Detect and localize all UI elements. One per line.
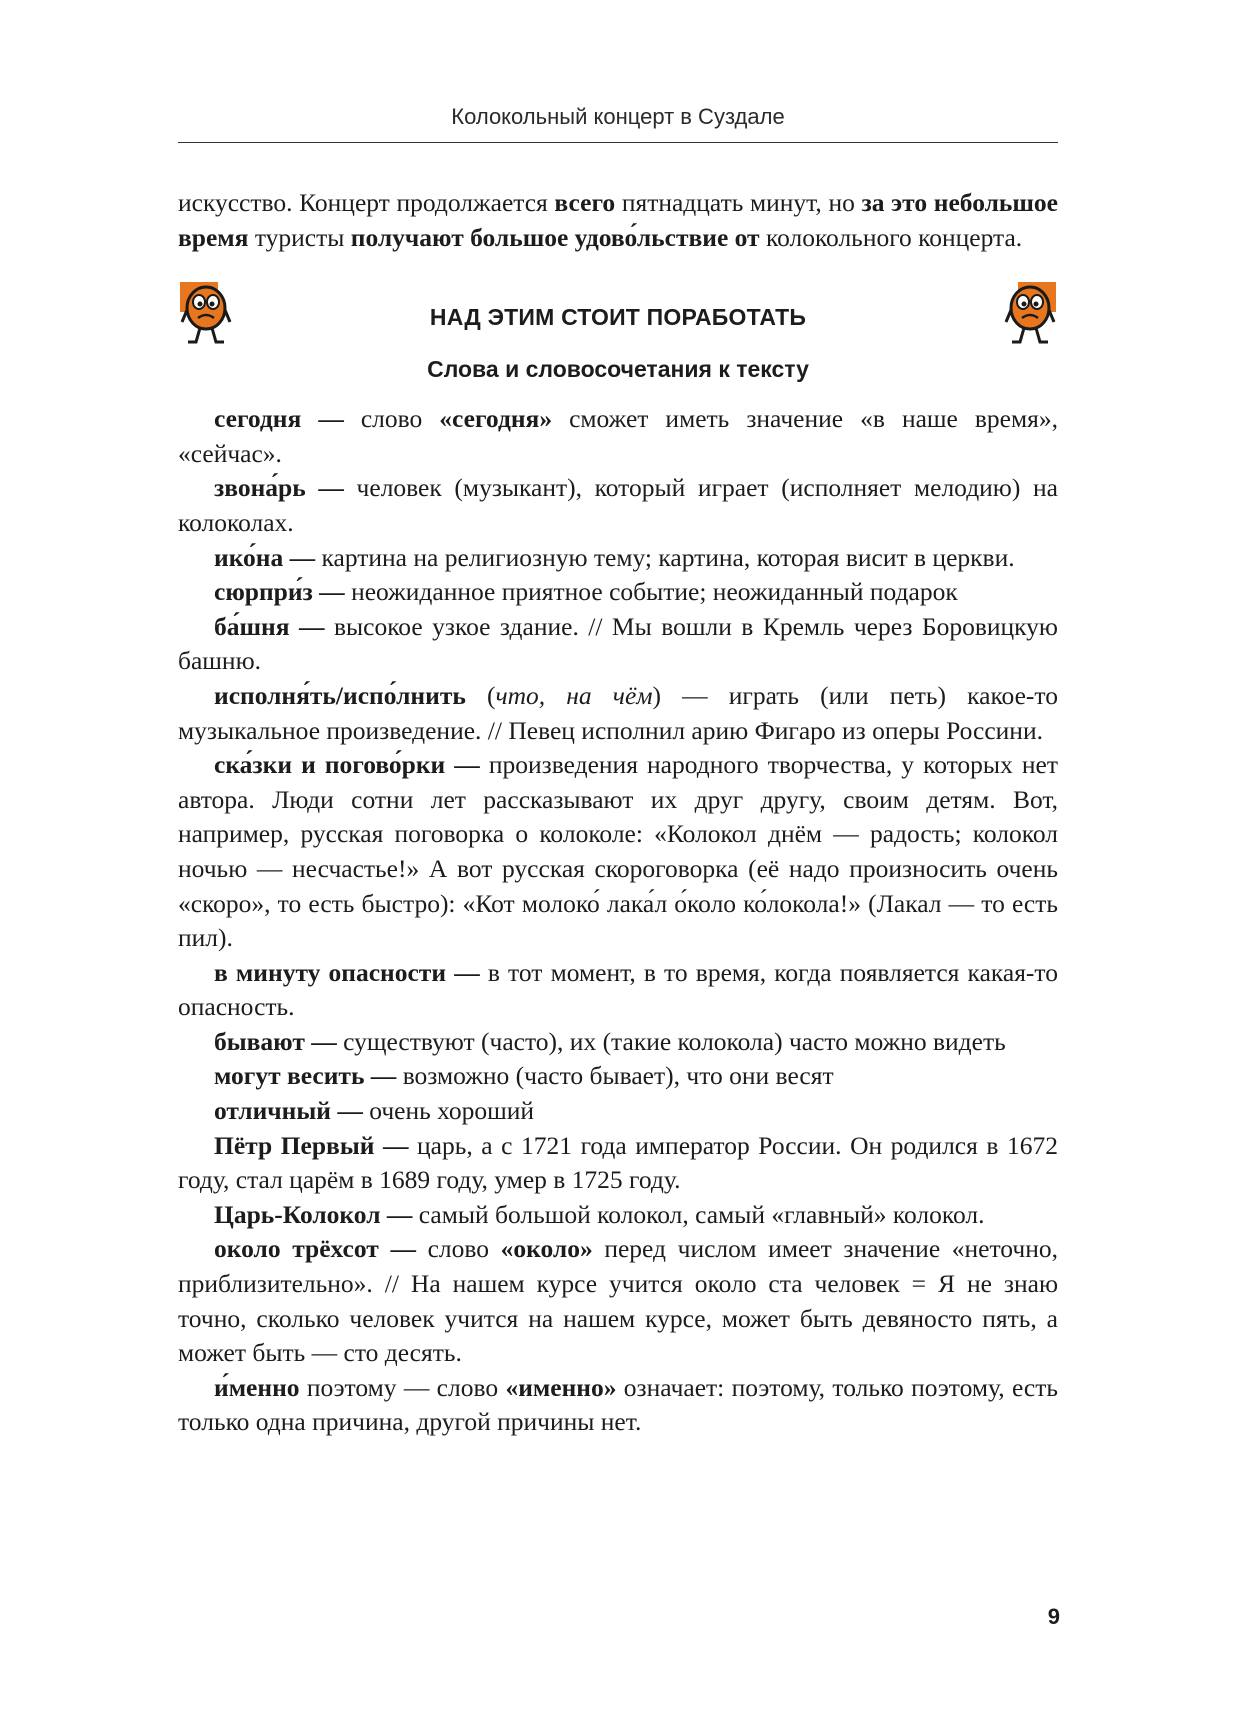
section-header xyxy=(178,298,1058,402)
glossary-entry xyxy=(178,1059,1058,1094)
text-run: туристы xyxy=(248,222,351,252)
text-run: царь, а с 1721 года император России. Он родился в 1672 году, стал царём в 1689 году, умер в 1725 году. xyxy=(178,1130,1058,1195)
page-body xyxy=(178,186,1058,1440)
text-run: слово xyxy=(427,1234,501,1264)
text-run: картина на религиозную тему; картина, которая висит в церкви. xyxy=(321,542,1015,572)
bold-term: отличный — xyxy=(214,1096,370,1126)
glossary-entry xyxy=(178,1198,1058,1233)
bold-term: Царь-Колокол — xyxy=(214,1199,419,1229)
text-run: сможет иметь значение «в наше время», «сейчас». xyxy=(178,404,1058,468)
page-number: 9 xyxy=(1047,1604,1060,1629)
bold-term: ба́шня — xyxy=(214,611,334,641)
bold-term: бывают — xyxy=(214,1026,344,1056)
text-run: означает: поэтому, только поэтому, есть только одна причина, другой причины нет. xyxy=(178,1372,1058,1437)
bold-term: Пётр Первый — xyxy=(214,1130,418,1160)
glossary-entry xyxy=(178,1129,1058,1198)
header-rule xyxy=(178,142,1058,143)
glossary-entry xyxy=(178,1232,1058,1370)
text-run: в тот момент, в то время, когда появляется какая-то опасность. xyxy=(178,957,1058,1022)
glossary-entry xyxy=(178,1025,1058,1060)
italic-note: что, на чём xyxy=(495,680,653,710)
bold-term: около трёхсот — xyxy=(214,1234,428,1264)
bold-term: сегодня — xyxy=(214,404,361,434)
glossary-entry xyxy=(178,575,1058,610)
text-run: перед числом имеет значение «неточно, приблизительно». // На нашем курсе учится около ста человек = Я не знаю точно, сколько человек учится на нашем курсе, может быть девяносто пять, а может быть — сто десять. xyxy=(178,1234,1058,1368)
text-run: слово xyxy=(360,404,440,434)
text-run: искусство. Концерт продолжается xyxy=(178,188,555,217)
text-run: неожиданное приятное событие; неожиданный подарок xyxy=(351,577,958,607)
bold-term: сюрпри́з — xyxy=(214,577,352,607)
text-run: самый большой колокол, самый «главный» колокол. xyxy=(418,1199,985,1229)
text-run: очень хороший xyxy=(369,1096,535,1126)
glossary-entry xyxy=(178,1371,1058,1440)
text-run: возможно (часто бывает), что они весят xyxy=(402,1061,834,1091)
bold-term: «около» xyxy=(500,1234,593,1264)
glossary-entry xyxy=(178,679,1058,748)
section-subtitle: Слова и словосочетания к тексту xyxy=(427,356,809,383)
text-run: существуют (часто), их (такие колокола) часто можно видеть xyxy=(343,1026,1006,1056)
glossary-entry xyxy=(178,402,1058,471)
bold-term: за это небольшое время xyxy=(178,188,1058,252)
bold-term: ска́зки и погово́рки — xyxy=(214,750,489,780)
glossary-entry xyxy=(178,748,1058,956)
glossary-entry xyxy=(178,541,1058,576)
text-run: поэтому — слово xyxy=(299,1372,506,1402)
glossary-entry xyxy=(178,610,1058,679)
text-run: ) — играть (или петь) какое-то музыкальное произведение. // Певец исполнил арию Фигаро из оперы Россини. xyxy=(178,680,1058,745)
text-run: произведения народного творчества, у которых нет автора. Люди сотни лет рассказывают их друг другу, своим детям. Вот, например, русская поговорка о колоколе: «Колокол днём — радость; колокол ночью — несчастье!» А вот русская скороговорка (её надо произносить очень «скоро», то есть быстро): «Кот молоко́ лака́л о́коло ко́локола!» (Лакал — то есть пил). xyxy=(178,750,1058,953)
bold-term: звона́рь — xyxy=(214,473,357,503)
bold-term: «именно» xyxy=(505,1372,617,1402)
section-title: НАД ЭТИМ СТОИТ ПОРАБОТАТЬ xyxy=(429,304,807,331)
bold-term: могут весить — xyxy=(214,1061,403,1091)
bold-term: в минуту опасности — xyxy=(214,957,488,987)
text-run: колокольного концерта. xyxy=(759,222,1023,252)
bold-term: исполня́ть/испо́лнить xyxy=(214,680,466,710)
text-run: пятнадцать минут, но xyxy=(615,188,862,217)
bold-term: и́менно xyxy=(214,1372,300,1402)
glossary-entry xyxy=(178,1094,1058,1129)
running-head: Колокольный концерт в Суздале xyxy=(451,104,785,129)
glossary-list xyxy=(178,402,1058,1440)
glossary-entry xyxy=(178,471,1058,540)
text-run: ( xyxy=(465,680,496,710)
bold-term: «сегодня» xyxy=(439,404,553,434)
intro-paragraph xyxy=(178,186,1058,255)
bold-term: всего xyxy=(554,188,616,217)
bold-term: ико́на — xyxy=(214,542,322,572)
worried-face-mascot-icon xyxy=(1000,278,1060,350)
text-run: человек (музыкант), который играет (исполняет мелодию) на колоколах. xyxy=(178,473,1058,537)
glossary-entry xyxy=(178,956,1058,1025)
text-run: высокое узкое здание. // Мы вошли в Кремль через Боровицкую башню. xyxy=(178,611,1058,676)
bold-term: получают большое удово́льствие от xyxy=(350,222,760,252)
